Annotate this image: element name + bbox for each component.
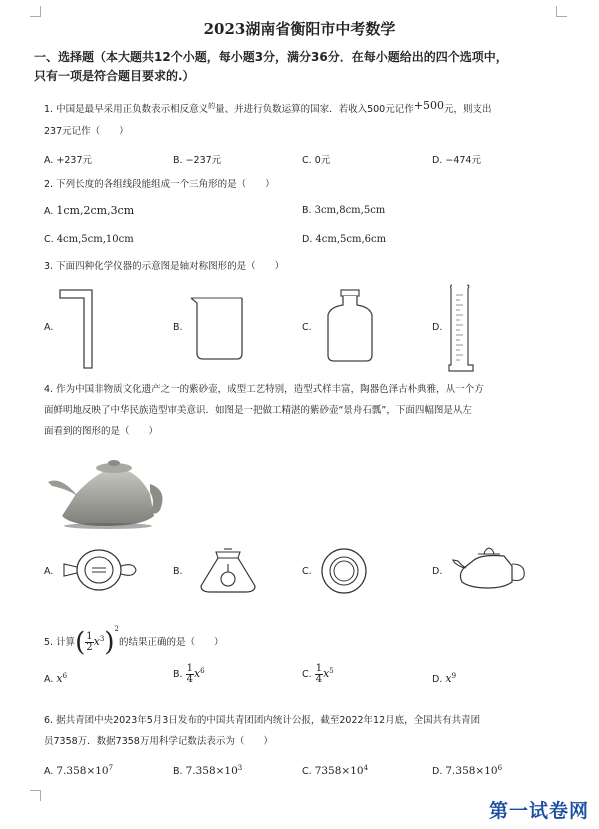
q1-text-a: 1. 中国是最早采用正负数表示相反意义 bbox=[44, 104, 209, 115]
crop-mark-top-left bbox=[30, 6, 41, 17]
q1-option-d[interactable] bbox=[432, 152, 481, 166]
option-mantissa: 7.358×10 bbox=[445, 765, 498, 778]
q5-inner-exponent: 3 bbox=[99, 634, 105, 643]
option-mantissa: 7.358×10 bbox=[185, 765, 238, 778]
question-4 bbox=[44, 379, 574, 442]
left-paren: ( bbox=[75, 627, 86, 658]
q4-line2: 面鲜明地反映了中华民族造型审美意识．如图是一把做工精湛的紫砂壶“景舟石瓢”，下面四幅图是从左 bbox=[44, 405, 472, 416]
option-exponent: 6 bbox=[62, 672, 68, 680]
q5-option-d[interactable] bbox=[432, 672, 456, 685]
question-1-line1 bbox=[44, 99, 491, 116]
q6-option-d[interactable] bbox=[432, 764, 502, 777]
option-exponent: 6 bbox=[200, 666, 205, 675]
q2-option-d[interactable] bbox=[302, 234, 386, 245]
option-mantissa: 7.358×10 bbox=[56, 765, 109, 778]
section-heading bbox=[34, 48, 574, 86]
option-letter: D. bbox=[432, 766, 443, 778]
option-letter: D. bbox=[432, 155, 443, 166]
option-base: x bbox=[445, 672, 452, 686]
crop-mark-top-right bbox=[556, 6, 567, 17]
option-text: 1cm,2cm,3cm bbox=[56, 204, 135, 217]
reagent-bottle-icon bbox=[326, 289, 374, 363]
q5-outer-exponent: 2 bbox=[114, 625, 119, 633]
option-letter: C. bbox=[302, 669, 312, 680]
q4-option-a[interactable]: A. bbox=[44, 566, 54, 577]
fraction-denominator: 4 bbox=[315, 674, 323, 685]
option-letter: C. bbox=[302, 766, 312, 778]
question-3: 3. 下面四种化学仪器的示意图是轴对称图形的是（ ） bbox=[44, 261, 285, 272]
fraction-denominator: 4 bbox=[186, 674, 193, 685]
option-exponent: 9 bbox=[451, 672, 457, 680]
question-1-line2: 237元记作（ ） bbox=[44, 126, 129, 137]
right-paren: ) bbox=[104, 627, 115, 658]
beaker-icon bbox=[190, 297, 248, 361]
q3-option-d[interactable]: D. bbox=[432, 322, 443, 333]
option-exponent: 5 bbox=[329, 666, 334, 675]
option-exponent: 7 bbox=[108, 764, 114, 772]
option-letter: A. bbox=[44, 766, 54, 778]
q5-base: x bbox=[93, 635, 100, 648]
q1-text-de: 的 bbox=[208, 101, 216, 110]
q5-option-c[interactable] bbox=[302, 664, 334, 685]
q3-option-b[interactable]: B. bbox=[173, 322, 183, 333]
question-5 bbox=[44, 614, 223, 658]
option-letter: B. bbox=[173, 766, 183, 778]
page-title: 2023湖南省衡阳市中考数学 bbox=[203, 20, 396, 38]
fraction-numerator: 1 bbox=[186, 663, 193, 674]
section-heading-line2: 只有一项是符合题目要求的.） bbox=[34, 69, 195, 83]
fraction-numerator: 1 bbox=[315, 663, 323, 674]
q6-line1: 6. 据共青团中央2023年5月3日发布的中国共青团团内统计公报，截至2022年12月底，全国共有共青团 bbox=[44, 715, 481, 726]
teapot-concentric-view-icon bbox=[320, 547, 368, 595]
option-text: −237元 bbox=[185, 155, 222, 166]
q6-option-c[interactable] bbox=[302, 764, 368, 777]
fraction-numerator: 1 bbox=[86, 631, 93, 642]
q1-option-b[interactable] bbox=[173, 152, 221, 166]
site-watermark-logo: 第一试卷网 bbox=[488, 800, 589, 822]
option-base: x bbox=[193, 667, 201, 680]
q6-option-b[interactable] bbox=[173, 764, 242, 777]
q2-option-b[interactable] bbox=[302, 205, 385, 216]
option-letter: B. bbox=[173, 669, 183, 680]
q2-option-c[interactable] bbox=[44, 234, 134, 245]
q5-text-b: 的结果正确的是（ ） bbox=[118, 637, 224, 648]
q5-option-a[interactable] bbox=[44, 672, 67, 685]
q1-plus-500: +500 bbox=[413, 99, 444, 112]
q1-text-b: 量、并进行负数运算的国家．若收入500元记作 bbox=[215, 104, 414, 115]
option-fraction bbox=[315, 664, 323, 685]
graduated-cylinder-icon bbox=[448, 283, 474, 373]
question-6 bbox=[44, 710, 574, 752]
option-base: x bbox=[56, 672, 63, 686]
option-exponent: 3 bbox=[237, 764, 243, 772]
option-mantissa: 7358×10 bbox=[314, 765, 364, 778]
q4-line1: 4. 作为中国非物质文化遗产之一的紫砂壶，成型工艺特别，造型式样丰富，陶器色泽古朴典雅，从一个方 bbox=[44, 384, 484, 395]
option-text: 4cm,5cm,6cm bbox=[315, 234, 387, 245]
q1-option-c[interactable] bbox=[302, 152, 330, 166]
q4-option-c[interactable]: C. bbox=[302, 566, 312, 577]
q5-text-a: 5. 计算 bbox=[44, 637, 76, 648]
option-exponent: 6 bbox=[497, 764, 503, 772]
option-letter: A. bbox=[44, 155, 54, 166]
option-fraction bbox=[186, 664, 194, 685]
option-exponent: 4 bbox=[363, 764, 369, 772]
fraction-denominator: 2 bbox=[86, 642, 93, 653]
q5-option-b[interactable] bbox=[173, 664, 205, 685]
option-letter: B. bbox=[302, 205, 312, 216]
q3-option-c[interactable]: C. bbox=[302, 322, 312, 333]
crop-mark-bottom-left bbox=[30, 790, 41, 801]
question-2: 2. 下列长度的各组线段能组成一个三角形的是（ ） bbox=[44, 179, 275, 190]
option-text: 4cm,5cm,10cm bbox=[56, 234, 134, 245]
option-letter: C. bbox=[302, 155, 312, 166]
option-letter: B. bbox=[173, 155, 183, 166]
q4-line3: 面看到的图形的是（ ） bbox=[44, 426, 159, 437]
q4-option-d[interactable]: D. bbox=[432, 566, 443, 577]
option-base: x bbox=[323, 667, 330, 680]
bent-tube-icon bbox=[58, 288, 94, 370]
q3-option-a[interactable]: A. bbox=[44, 322, 54, 333]
section-heading-line1: 一、选择题（本大题共12个小题，每小题3分，满分36分．在每小题给出的四个选项中， bbox=[34, 50, 508, 64]
q2-option-a[interactable] bbox=[44, 204, 134, 217]
q1-option-a[interactable] bbox=[44, 152, 92, 166]
option-text: −474元 bbox=[445, 155, 481, 166]
q6-option-a[interactable] bbox=[44, 764, 113, 777]
q1-text-c: 元，则支出 bbox=[443, 104, 492, 115]
option-letter: C. bbox=[44, 234, 54, 245]
teapot-side-view-icon bbox=[452, 546, 528, 592]
q5-fraction bbox=[85, 632, 93, 653]
option-text: +237元 bbox=[56, 155, 92, 166]
teapot-front-view-icon bbox=[198, 548, 258, 594]
option-letter: A. bbox=[44, 674, 54, 686]
option-text: 0元 bbox=[314, 155, 331, 166]
option-letter: D. bbox=[432, 674, 443, 686]
teapot-photo bbox=[46, 460, 166, 530]
teapot-top-view-icon bbox=[60, 548, 138, 592]
option-letter: A. bbox=[44, 206, 54, 217]
q4-option-b[interactable]: B. bbox=[173, 566, 183, 577]
option-letter: D. bbox=[302, 234, 313, 245]
option-text: 3cm,8cm,5cm bbox=[314, 205, 386, 216]
q6-line2: 员7358万．数据7358万用科学记数法表示为（ ） bbox=[44, 736, 273, 747]
